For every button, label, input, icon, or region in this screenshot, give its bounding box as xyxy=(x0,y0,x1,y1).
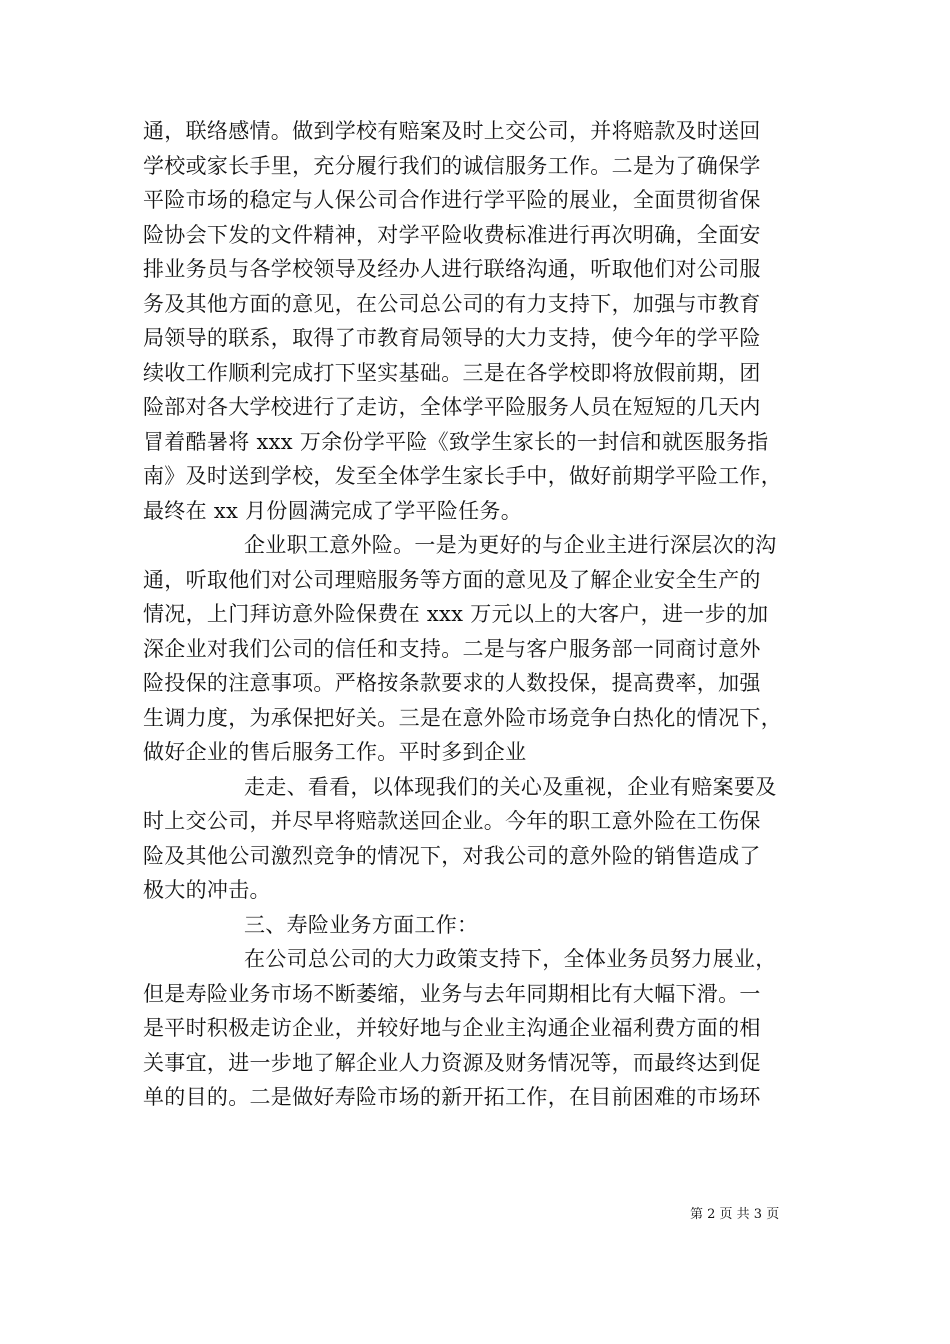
text-line: 深企业对我们公司的信任和支持。二是与客户服务部一同商讨意外 xyxy=(143,636,761,661)
page-number: 第 2 页 共 3 页 xyxy=(690,1207,780,1222)
text-line: 排业务员与各学校领导及经办人进行联络沟通，听取他们对公司服 xyxy=(143,257,761,281)
text-line: 险协会下发的文件精神，对学平险收费标准进行再次明确，全面安 xyxy=(143,222,761,247)
text-line: 险及其他公司激烈竞争的情况下，对我公司的意外险的销售造成了 xyxy=(143,843,761,868)
text-line: 但是寿险业务市场不断萎缩，业务与去年同期相比有大幅下滑。一 xyxy=(143,981,761,1006)
section-heading: 三、寿险业务方面工作： xyxy=(244,912,479,937)
text-line: 局领导的联系，取得了市教育局领导的大力支持，使今年的学平险 xyxy=(143,326,761,350)
text-line: 生调力度，为承保把好关。三是在意外险市场竞争白热化的情况下， xyxy=(143,705,782,730)
text-line: 最终在 xx 月份圆满完成了学平险任务。 xyxy=(143,498,523,523)
text-line: 务及其他方面的意见，在公司总公司的有力支持下，加强与市教育 xyxy=(143,291,761,316)
text-line: 单的目的。二是做好寿险市场的新开拓工作，在目前困难的市场环 xyxy=(143,1085,761,1109)
paragraph-start-line: 在公司总公司的大力政策支持下，全体业务员努力展业， xyxy=(244,947,777,971)
text-line: 冒着酷暑将 xxx 万余份学平险《致学生家长的一封信和就医服务指 xyxy=(143,429,769,454)
text-line: 平险市场的稳定与人保公司合作进行学平险的展业，全面贯彻省保 xyxy=(143,188,761,212)
text-line: 险投保的注意事项。严格按条款要求的人数投保，提高费率，加强 xyxy=(143,671,761,695)
text-line: 极大的冲击。 xyxy=(143,878,271,902)
text-line: 做好企业的售后服务工作。平时多到企业 xyxy=(143,740,527,764)
text-line: 时上交公司，并尽早将赔款送回企业。今年的职工意外险在工伤保 xyxy=(143,809,761,833)
text-line: 关事宜，进一步地了解企业人力资源及财务情况等，而最终达到促 xyxy=(143,1050,761,1075)
text-line: 是平时积极走访企业，并较好地与企业主沟通企业福利费方面的相 xyxy=(143,1016,761,1040)
body-text xyxy=(143,114,813,1115)
text-line: 情况，上门拜访意外险保费在 xxx 万元以上的大客户，进一步的加 xyxy=(143,602,769,626)
text-line: 险部对各大学校进行了走访，全体学平险服务人员在短短的几天内 xyxy=(143,395,761,419)
text-line: 通，联络感情。做到学校有赔案及时上交公司，并将赔款及时送回 xyxy=(143,119,761,143)
text-line: 学校或家长手里，充分履行我们的诚信服务工作。二是为了确保学 xyxy=(143,153,761,178)
paragraph-start-line: 走走、看看，以体现我们的关心及重视，企业有赔案要及 xyxy=(244,774,777,799)
paragraph-heading-line: 企业职工意外险。一是为更好的与企业主进行深层次的沟 xyxy=(244,533,777,557)
text-line: 南》及时送到学校，发至全体学生家长手中，做好前期学平险工作， xyxy=(143,464,782,488)
text-line: 续收工作顺利完成打下坚实基础。三是在各学校即将放假前期，团 xyxy=(143,360,761,385)
text-line: 通，听取他们对公司理赔服务等方面的意见及了解企业安全生产的 xyxy=(143,567,761,592)
